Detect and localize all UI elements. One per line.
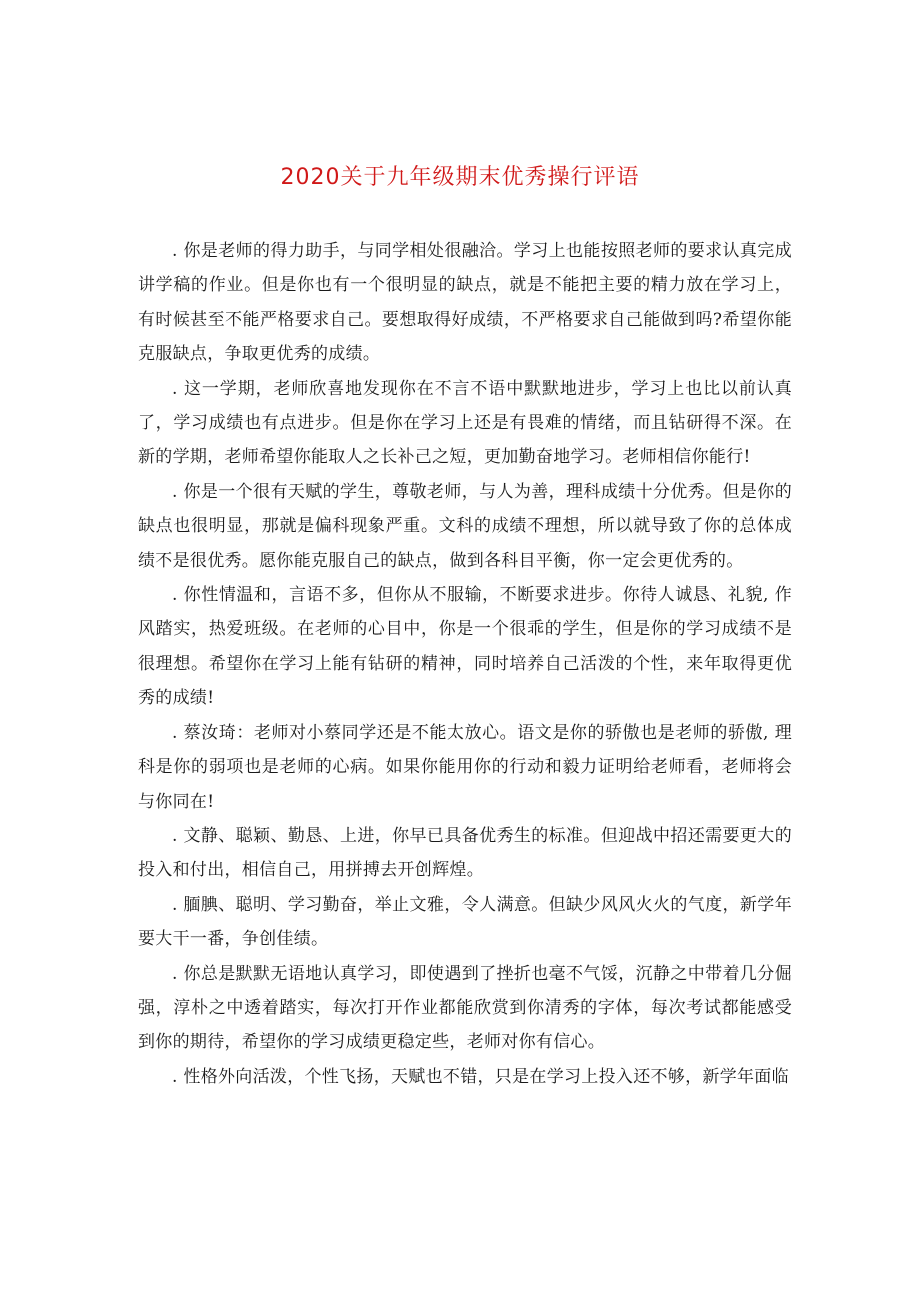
paragraph: . 你总是默默无语地认真学习，即使遇到了挫折也毫不气馁，沉静之中带着几分倔强，淳朴之中透着踏实，每次打开作业都能欣赏到你清秀的字体，每次考试都能感受到你的期待，希望你的学习成绩更稳定些，老师对你有信心。 (138, 963, 792, 1053)
paragraph: . 腼腆、聪明、学习勤奋，举止文雅，令人满意。但缺少风风火火的气度，新学年要大干一番，争创佳绩。 (138, 894, 792, 950)
paragraph: . 你是老师的得力助手，与同学相处很融洽。学习上也能按照老师的要求认真完成讲学稿的作业。但是你也有一个很明显的缺点，就是不能把主要的精力放在学习上，有时候甚至不能严格要求自己。要想取得好成绩，不严格要求自己能做到吗?希望你能克服缺点，争取更优秀的成绩。 (138, 241, 792, 365)
paragraph: . 蔡汝琦：老师对小蔡同学还是不能太放心。语文是你的骄傲也是老师的骄傲, 理科是你的弱项也是老师的心病。如果你能用你的行动和毅力证明给老师看，老师将会与你同在! (138, 722, 792, 812)
paragraph: . 文静、聪颖、勤恳、上进，你早已具备优秀生的标准。但迎战中招还需要更大的投入和付出，相信自己，用拼搏去开创辉煌。 (138, 825, 792, 881)
paragraph: . 你性情温和，言语不多，但你从不服输，不断要求进步。你待人诚恳、礼貌, 作风踏实，热爱班级。在老师的心目中，你是一个很乖的学生，但是你的学习成绩不是很理想。希望你在学习上能有钻研的精神，同时培养自己活泼的个性，来年取得更优秀的成绩! (138, 585, 792, 709)
paragraph: . 你是一个很有天赋的学生，尊敬老师，与人为善，理科成绩十分优秀。但是你的缺点也很明显，那就是偏科现象严重。文科的成绩不理想，所以就导致了你的总体成绩不是很优秀。愿你能克服自己的缺点，做到各科目平衡，你一定会更优秀的。 (138, 481, 792, 571)
paragraph: . 这一学期，老师欣喜地发现你在不言不语中默默地进步，学习上也比以前认真了，学习成绩也有点进步。但是你在学习上还是有畏难的情绪，而且钻研得不深。在新的学期，老师希望你能取人之长补己之短，更加勤奋地学习。老师相信你能行! (138, 378, 792, 468)
paragraph: . 性格外向活泼，个性飞扬，天赋也不错，只是在学习上投入还不够，新学年面临 (172, 1066, 789, 1087)
document-title: 2020关于九年级期末优秀操行评语 (280, 165, 640, 190)
document-body (138, 234, 792, 1094)
